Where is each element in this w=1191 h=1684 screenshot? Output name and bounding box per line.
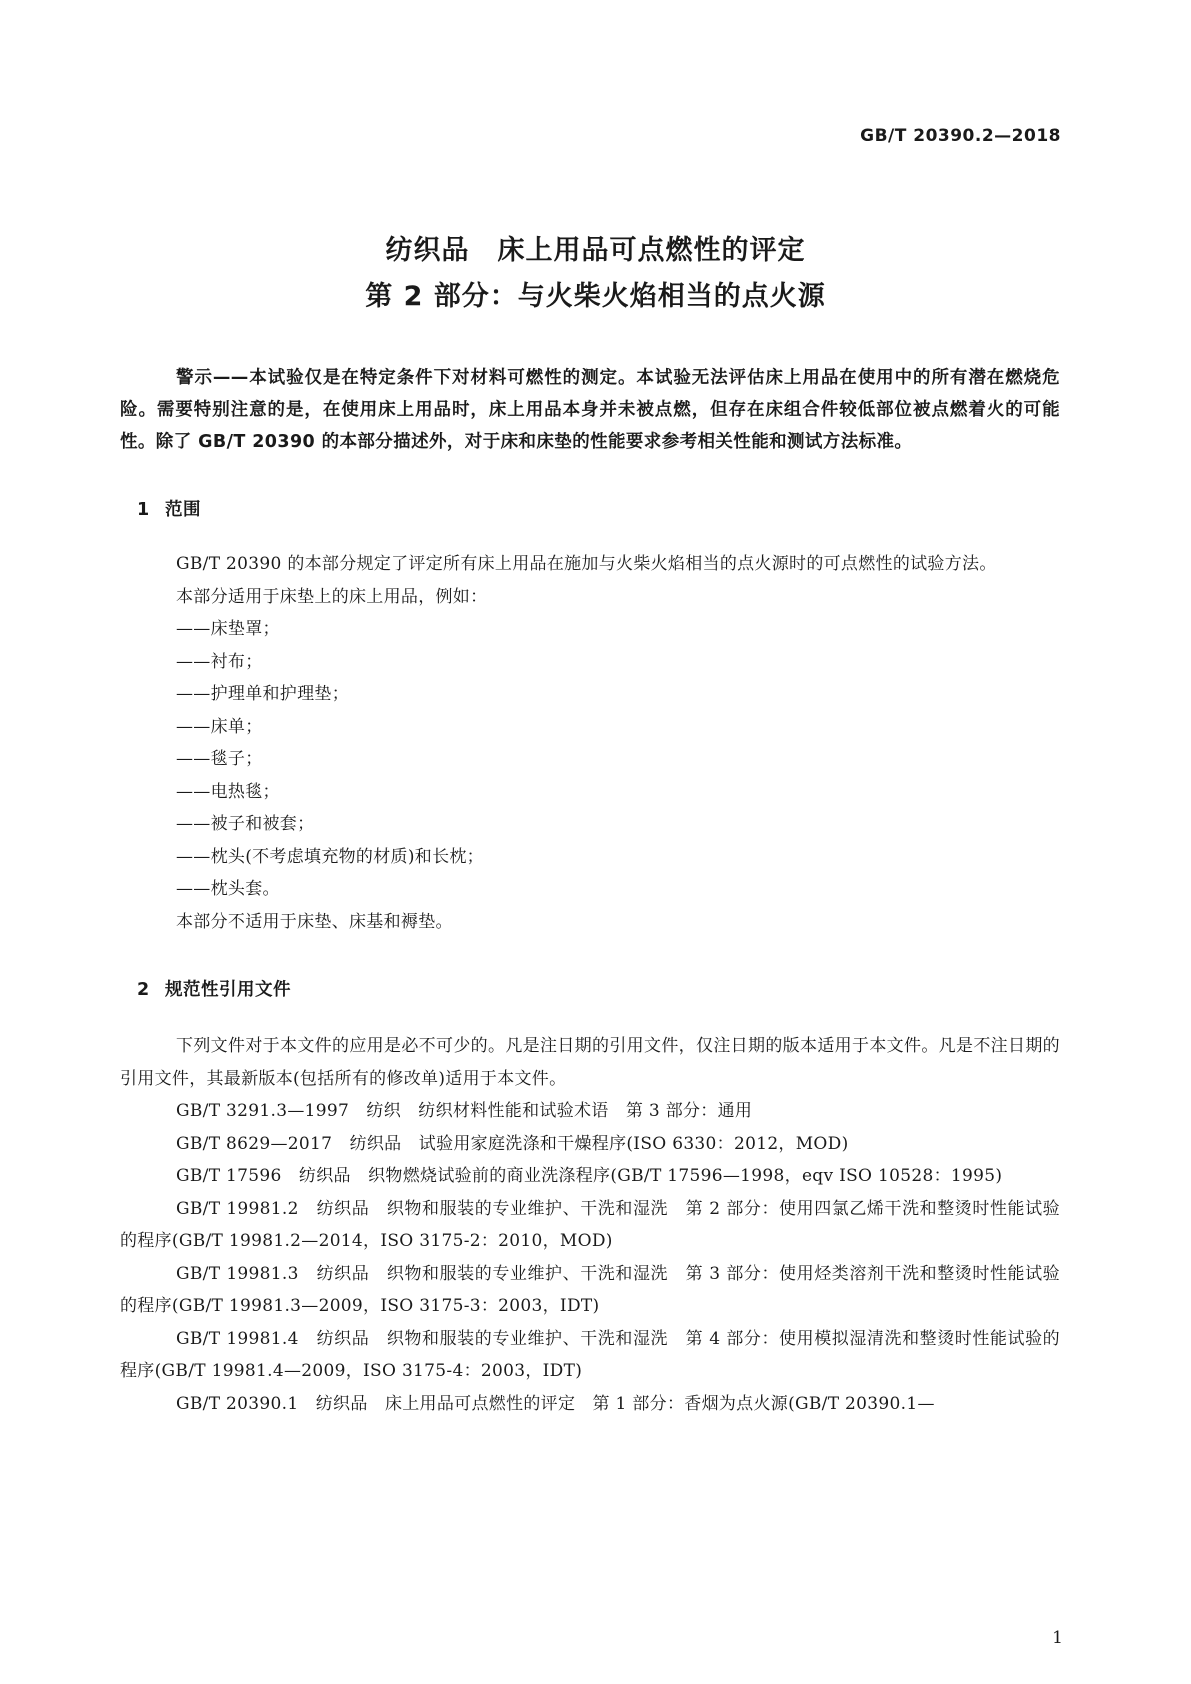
scope-exclusion: 本部分不适用于床垫、床基和褥垫。: [176, 911, 453, 932]
warning-paragraph: 警示——本试验仅是在特定条件下对材料可燃性的测定。本试验无法评估床上用品在使用中的所有潜在燃烧危险。需要特别注意的是，在使用床上用品时，床上用品本身并未被点燃，但存在床组合件较低部位被点燃着火的可能性。除了 GB/T 20390 的本部分描述外，对于床和床垫的性能要求参考相关性能和测试方法标准。: [120, 368, 1060, 452]
section-2-number: 2: [137, 980, 150, 1000]
document-title-line1: 纺织品 床上用品可点燃性的评定: [385, 235, 806, 266]
reference-item: GB/T 17596 纺织品 织物燃烧试验前的商业洗涤程序(GB/T 17596—1998，eqv ISO 10528：1995): [176, 1166, 1003, 1186]
section-2-body: [120, 1030, 1060, 1420]
scope-paragraph: GB/T 20390 的本部分规定了评定所有床上用品在施加与火柴火焰相当的点火源时的可点燃性的试验方法。: [176, 554, 997, 574]
section-2-heading: [137, 976, 291, 1001]
list-item: ——护理单和护理垫；: [176, 684, 349, 704]
reference-item: GB/T 19981.4 纺织品 织物和服装的专业维护、干洗和湿洗 第 4 部分：使用模拟湿清洗和整烫时性能试验的程序(GB/T 19981.4—2009，ISO 3175-4：2003，IDT): [120, 1328, 1060, 1381]
page-number: 1: [1052, 1628, 1063, 1648]
list-item: ——衬布；: [176, 651, 263, 672]
list-item: ——枕头(不考虑填充物的材质)和长枕；: [176, 846, 484, 867]
references-intro: 下列文件对于本文件的应用是必不可少的。凡是注日期的引用文件，仅注日期的版本适用于本文件。凡是不注日期的引用文件，其最新版本(包括所有的修改单)适用于本文件。: [120, 1036, 1060, 1089]
reference-item: GB/T 20390.1 纺织品 床上用品可点燃性的评定 第 1 部分：香烟为点火源(GB/T 20390.1—: [176, 1393, 935, 1414]
list-item: ——枕头套。: [176, 879, 280, 899]
reference-item: GB/T 3291.3—1997 纺织 纺织材料性能和试验术语 第 3 部分：通用: [176, 1101, 753, 1121]
list-item: ——床单；: [176, 716, 263, 737]
list-item: ——床垫罩；: [176, 619, 280, 639]
section-2-title: 规范性引用文件: [165, 980, 291, 1000]
section-1-body: [120, 548, 1060, 938]
reference-item: GB/T 19981.2 纺织品 织物和服装的专业维护、干洗和湿洗 第 2 部分：使用四氯乙烯干洗和整烫时性能试验的程序(GB/T 19981.2—2014，ISO 3175-2：2010，MOD): [120, 1198, 1060, 1251]
section-1-number: 1: [137, 500, 150, 520]
section-1-title: 范围: [165, 500, 201, 520]
document-title-line2: 第 2 部分：与火柴火焰相当的点火源: [365, 281, 826, 312]
list-item: ——毯子；: [176, 749, 263, 769]
list-item: ——电热毯；: [176, 781, 280, 802]
reference-item: GB/T 8629—2017 纺织品 试验用家庭洗涤和干燥程序(ISO 6330：2012，MOD): [176, 1133, 849, 1154]
scope-applicability: 本部分适用于床垫上的床上用品，例如：: [176, 586, 488, 607]
section-1-heading: [137, 496, 201, 521]
reference-item: GB/T 19981.3 纺织品 织物和服装的专业维护、干洗和湿洗 第 3 部分：使用烃类溶剂干洗和整烫时性能试验的程序(GB/T 19981.3—2009，ISO 3175-3：2003，IDT): [120, 1263, 1060, 1316]
standard-number: GB/T 20390.2—2018: [860, 126, 1061, 146]
list-item: ——被子和被套；: [176, 814, 315, 834]
